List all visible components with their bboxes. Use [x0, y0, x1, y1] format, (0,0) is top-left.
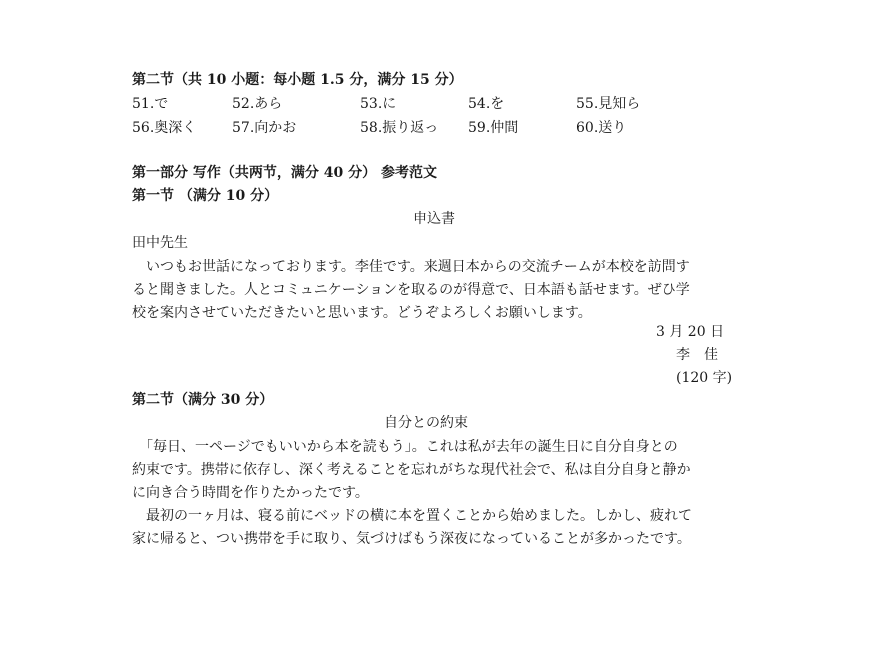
application-title: 申込書 [413, 211, 455, 227]
answer-row-1 [132, 94, 832, 116]
section1-body-line-3: 校を案内させていただきたいと思います。どうぞよろしくお願いします。 [132, 305, 592, 321]
section1-body-line-2: ると聞きました。人とコミュニケーションを取るのが得意で、日本語も話せます。ぜひ学 [132, 282, 690, 298]
essay-line-5: 家に帰ると、つい携帯を手に取り、気づけばもう深夜になっていることが多かったです。 [132, 531, 691, 547]
salutation: 田中先生 [132, 235, 188, 251]
word-count: (120 字) [676, 370, 733, 386]
answer-57: 57.向かお [232, 120, 297, 136]
answer-55: 55.見知ら [576, 96, 641, 112]
answer-60: 60.送り [576, 120, 627, 136]
answer-54: 54.を [468, 96, 505, 112]
essay-title: 自分との約束 [384, 415, 468, 431]
writing-part-heading: 第一部分 写作（共两节，满分 40 分） 参考范文 [132, 165, 437, 181]
essay-line-2: 約束です。携帯に依存し、深く考えることを忘れがちな現代社会で、私は自分自身と静か [132, 462, 691, 478]
answer-51: 51.で [132, 96, 169, 112]
section2-heading: 第二节（满分 30 分） [132, 392, 274, 408]
section-two-heading: 第二节（共 10 小题：每小题 1.5 分，满分 15 分） [132, 72, 463, 88]
essay-line-4: 最初の一ヶ月は、寝る前にベッドの横に本を置くことから始めました。しかし、疲れて [132, 508, 692, 524]
essay-line-1: 「毎日、一ページでもいいから本を読もう」。これは私が去年の誕生日に自分自身との [132, 439, 678, 455]
section1-heading: 第一节 （满分 10 分） [132, 188, 279, 204]
answer-59: 59.仲間 [468, 120, 519, 136]
answer-52: 52.あら [232, 96, 283, 112]
section1-body-line-1: いつもお世話になっております。李佳です。来週日本からの交流チームが本校を訪問す [132, 259, 690, 275]
letter-date: 3 月 20 日 [656, 324, 725, 340]
letter-signature: 李 佳 [676, 347, 718, 363]
answer-53: 53.に [360, 96, 397, 112]
answer-58: 58.振り返っ [360, 120, 439, 136]
answer-56: 56.奥深く [132, 120, 197, 136]
essay-line-3: に向き合う時間を作りたかったです。 [132, 485, 369, 501]
answer-row-2 [132, 118, 832, 140]
